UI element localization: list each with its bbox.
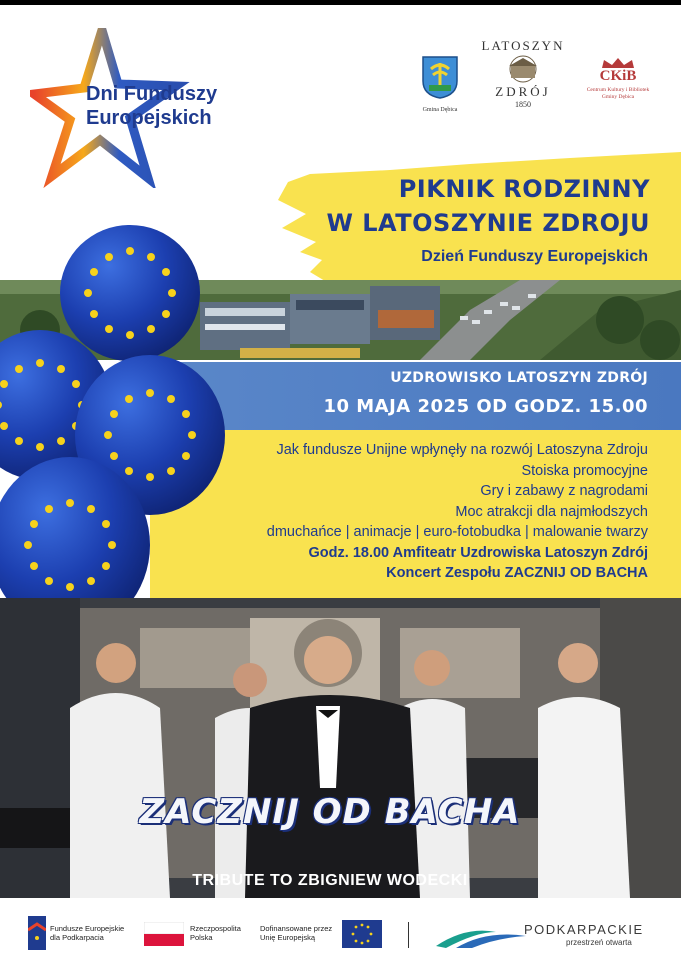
- top-strip: [0, 0, 681, 5]
- event-subtitle: Dzień Funduszy Europejskich: [421, 248, 648, 265]
- ckib-logo: [580, 58, 656, 101]
- program-line: Gry i zabawy z nagrodami: [480, 483, 648, 499]
- latoszyn-year: 1850: [515, 100, 531, 109]
- fe-line2: dla Podkarpacia: [50, 933, 104, 942]
- eu-balloons-illustration: [0, 225, 230, 645]
- rp-line1: Rzeczpospolita: [190, 924, 241, 933]
- crest-icon: [421, 55, 459, 99]
- latoszyn-top: LATOSZYN: [481, 38, 565, 53]
- dfe-logo-text: [86, 82, 217, 130]
- gmina-name: Gmina Dębica: [422, 107, 458, 113]
- program-line-concert-time: Godz. 18.00 Amfiteatr Uzdrowiska Latoszyn Zdrój: [308, 544, 648, 561]
- ue-line1: Dofinansowane przez: [260, 924, 333, 933]
- fe-flag-icon: [28, 916, 46, 950]
- program-line-concert: Koncert Zespołu ZACZNIJ OD BACHA: [386, 565, 648, 581]
- program-line: dmuchańce | animacje | euro-fotobudka | malowanie twarzy: [266, 524, 648, 540]
- crown-icon: [598, 58, 638, 68]
- logo-line2: Europejskich: [86, 107, 212, 129]
- program-line: Moc atrakcji dla najmłodszych: [455, 503, 648, 520]
- band-name: ZACZNIJ OD BACHA: [139, 792, 521, 832]
- funding-footer: [0, 898, 681, 960]
- program-line: Stoiska promocyjne: [521, 462, 648, 479]
- venue-text: UZDROWISKO LATOSZYN ZDRÓJ: [390, 370, 648, 386]
- title-line1: PIKNIK RODZINNY: [398, 175, 650, 203]
- tribute-text: TRIBUTE TO ZBIGNIEW WODECKI: [192, 872, 468, 889]
- eu-flag-icon: [342, 920, 382, 948]
- rp-caption: [190, 924, 241, 942]
- ue-caption: [260, 924, 332, 942]
- date-text: 10 MAJA 2025 OD GODZ. 15.00: [323, 396, 648, 417]
- ckib-name: CKiB: [599, 68, 637, 84]
- fe-caption: [50, 924, 124, 942]
- rp-line2: Polska: [190, 933, 213, 942]
- fe-line1: Fundusze Europejskie: [50, 924, 125, 933]
- podk-name: PODKARPACKIE: [524, 922, 644, 937]
- spa-building-icon: [493, 54, 553, 84]
- footer-divider: [408, 922, 409, 948]
- band-photo: [0, 598, 681, 898]
- ckib-caption: Centrum Kultury i Bibliotek Gminy Dębica: [586, 87, 650, 100]
- podk-tagline: przestrzeń otwarta: [566, 938, 632, 947]
- program-list: [200, 440, 648, 584]
- latoszyn-bottom: ZDRÓJ: [495, 84, 551, 99]
- podkarpackie-hills-icon: [436, 922, 526, 948]
- ue-line2: Unię Europejską: [260, 933, 316, 942]
- logo-line1: Dni Funduszy: [86, 83, 218, 105]
- latoszyn-logo: [478, 38, 568, 109]
- event-title: [290, 172, 650, 240]
- gmina-logo: [410, 55, 470, 114]
- title-line2: W LATOSZYNIE ZDROJU: [326, 209, 650, 237]
- program-line: Jak fundusze Unijne wpłynęły na rozwój Latoszyna Zdroju: [276, 442, 648, 458]
- polish-flag-icon: [144, 922, 184, 946]
